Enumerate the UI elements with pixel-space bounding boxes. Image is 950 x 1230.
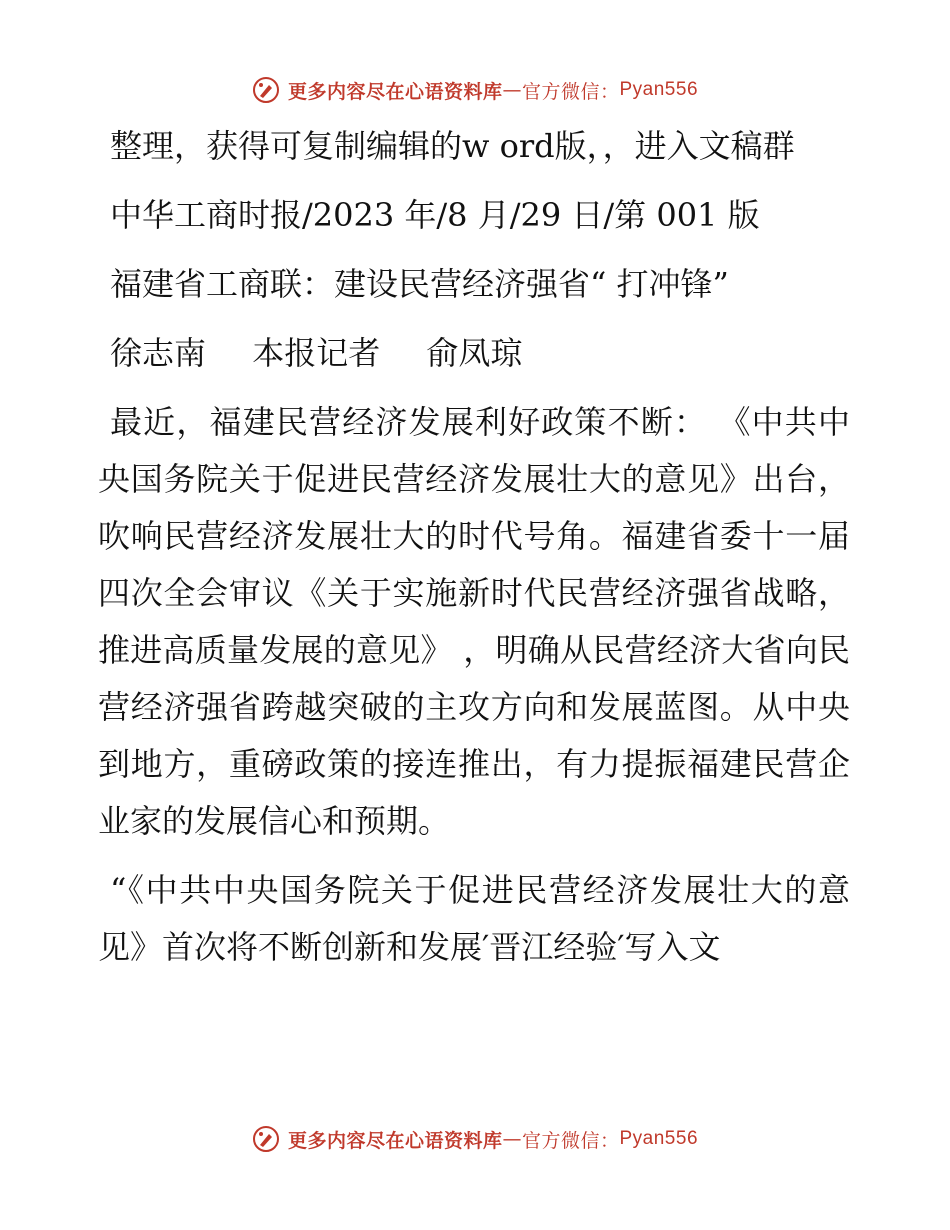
banner-wechat-label: 官方微信： bbox=[521, 80, 620, 103]
banner-brand-text: 更多内容尽在心语资料库 bbox=[287, 80, 503, 103]
author-role: 本报记者 bbox=[252, 334, 381, 372]
banner-dash: — bbox=[502, 79, 522, 101]
intro-line: 整理，获得可复制编辑的w ord版，，进入文稿群 bbox=[110, 127, 795, 165]
document-body bbox=[98, 118, 850, 988]
headline: 福建省工商联：建设民营经济强省“ 打冲锋” bbox=[110, 265, 729, 303]
banner-account: Pyan556 bbox=[619, 1128, 699, 1149]
header-watermark-banner bbox=[0, 72, 950, 108]
author-name: 徐志南 bbox=[110, 334, 207, 372]
banner-wechat-label: 官方微信： bbox=[521, 1129, 620, 1152]
body-paragraph-1: 最近，福建民营经济发展利好政策不断： 《中共中央国务院关于促进民营经济发展壮大的意见》出台，吹响民营经济发展壮大的时代号角。福建省委十一届四次全会审议《关于实施新时代民营经济强省战略，推进高质量发展的意见》 ，明确从民营经济大省向民营经济强省跨越突破的主攻方向和发展蓝图。从中央到地方，重磅政策的接连推出，有力提振福建民营企业家的发展信心和预期。 bbox=[98, 403, 850, 840]
byline bbox=[98, 325, 850, 382]
pen-logo-icon bbox=[252, 76, 280, 104]
footer-watermark-banner bbox=[0, 1121, 950, 1157]
body-paragraph-2: “《中共中央国务院关于促进民营经济发展壮大的意见》首次将不断创新和发展′晋江经验′写入文 bbox=[98, 871, 850, 966]
pen-logo-icon bbox=[252, 1125, 280, 1153]
source-line: 中华工商时报/2023 年/8 月/29 日/第 001 版 bbox=[110, 196, 760, 234]
banner-account: Pyan556 bbox=[619, 79, 699, 100]
banner-dash: — bbox=[502, 1128, 522, 1150]
banner-brand-text: 更多内容尽在心语资料库 bbox=[287, 1129, 503, 1152]
author-name-2: 俞凤琼 bbox=[426, 334, 523, 372]
